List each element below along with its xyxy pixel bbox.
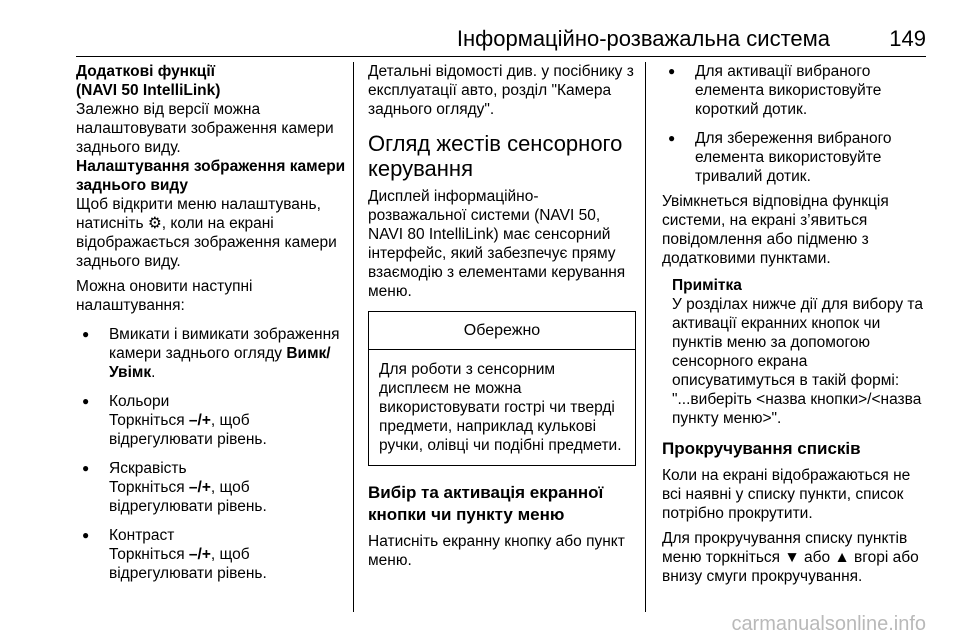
list-item: ● Для збереження вибраного елемента використовуйте тривалий дотик. [668,129,930,186]
paragraph: Дисплей інформаційно-розважальної системи (NAVI 50, NAVI 80 IntelliLink) має сенсорний інтерфейс, який забезпечує пряму взаємодію з елементами керування меню. [368,188,626,300]
list-item: ● Яскравість Торкніться –/+, щоб відрегулювати рівень. [82,459,348,516]
watermark: carmanualsonline.info [731,613,926,635]
note-box [672,276,930,428]
list-item: ● Контраст Торкніться –/+, щоб відрегулювати рівень. [82,526,348,583]
minus-plus-icon: –/+ [188,546,211,563]
caution-title: Обережно [369,312,635,350]
gear-icon: ⚙ [147,215,162,232]
paragraph: Можна оновити наступні налаштування: [76,278,253,314]
paragraph: Увімкнеться відповідна функція системи, на екрані з’явиться повідомлення або підменю з додатковими пунктами. [662,193,889,267]
minus-plus-icon: –/+ [188,412,211,429]
column-divider [353,62,354,612]
page-title: Інформаційно-розважальна система [456,26,830,51]
caution-box [368,311,636,466]
heading-touch-gestures: Огляд жестів сенсорного керування [368,131,623,181]
note-title: Примітка [672,277,742,294]
minus-plus-icon: –/+ [188,479,211,496]
column-divider [645,62,646,612]
heading-scrolling-lists: Прокручування списків [662,439,861,458]
list-item: ● Для активації вибраного елемента використовуйте короткий дотик. [668,62,930,119]
column-2 [368,62,636,570]
page-header [76,22,926,57]
column-3 [662,62,930,586]
list-item: ● Кольори Торкніться –/+, щоб відрегулювати рівень. [82,392,348,449]
heading-camera-settings: Налаштування зображення камери заднього виду [76,158,346,194]
note-body: У розділах нижче дії для вибору та активації екранних кнопок чи пунктів меню за допомогою сенсорного екрана описуватимуться в такій формі: "...виберіть <назва кнопки>/<назва пункту меню>". [672,296,923,427]
paragraph: Коли на екрані відображаються не всі наявні у списку пункти, список потрібно прокрутити. [662,467,911,522]
heading-navi50: (NAVI 50 IntelliLink) [76,82,221,99]
paragraph: Залежно від версії можна налаштовувати зображення камери заднього виду. [76,101,334,156]
paragraph: Щоб відкрити меню налаштувань, натисніть ⚙, коли на екрані відображається зображення камери заднього виду. [76,196,337,270]
column-1 [76,62,348,583]
heading-select-button: Вибір та активація екранної кнопки чи пункту меню [368,483,604,524]
paragraph: Детальні відомості див. у посібнику з експлуатації авто, розділ "Камера заднього огляду". [368,63,634,118]
paragraph: Для прокручування списку пунктів меню торкніться ▼ або ▲ вгорі або внизу смуги прокручування. [662,530,919,585]
list-item: ● Вмикати і вимикати зображення камери заднього огляду Вимк/Увімк. [82,325,348,382]
heading-additional-functions: Додаткові функції [76,63,216,80]
page-number: 149 [889,26,926,51]
caution-body: Для роботи з сенсорним дисплеєм не можна використовувати гострі чи тверді предмети, наприклад кулькові ручки, олівці чи подібні предмети. [379,361,622,454]
paragraph: Натисніть екранну кнопку або пункт меню. [368,533,625,569]
